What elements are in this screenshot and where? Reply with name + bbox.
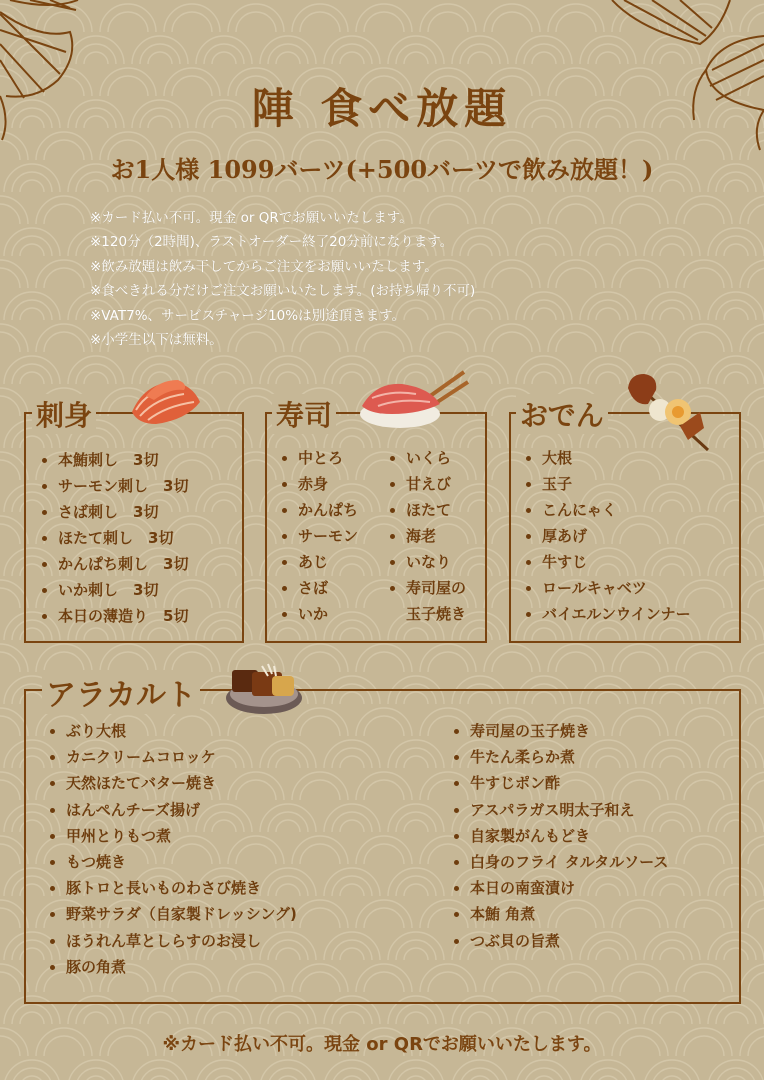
sushi-list-right bbox=[388, 445, 466, 601]
list-item: いくら bbox=[388, 445, 466, 471]
sashimi-list bbox=[40, 447, 188, 629]
list-item: 厚あげ bbox=[524, 523, 691, 549]
alacarte-title: アラカルト bbox=[42, 670, 200, 714]
list-item: ぶり大根 bbox=[48, 718, 297, 744]
list-item: サーモン bbox=[280, 523, 358, 549]
list-item: ほたて刺し 3切 bbox=[40, 525, 188, 551]
list-item: もつ焼き bbox=[48, 849, 297, 875]
list-item: いか刺し 3切 bbox=[40, 577, 188, 603]
list-item: かんぱち刺し 3切 bbox=[40, 551, 188, 577]
list-item: カニクリームコロッケ bbox=[48, 744, 297, 770]
footer-note: ※カード払い不可。現金 or QRでお願いいたします。 bbox=[162, 1034, 602, 1055]
list-item: さば bbox=[280, 575, 358, 601]
list-item: かんぱち bbox=[280, 497, 358, 523]
list-item: つぶ貝の旨煮 bbox=[452, 928, 668, 954]
list-item: こんにゃく bbox=[524, 497, 691, 523]
list-item: 自家製がんもどき bbox=[452, 823, 668, 849]
list-item: ロールキャベツ bbox=[524, 575, 691, 601]
list-item: 大根 bbox=[524, 445, 691, 471]
kakuni-dish-icon bbox=[222, 654, 306, 720]
list-item: 野菜サラダ（自家製ドレッシング) bbox=[48, 901, 297, 927]
list-item: ほたて bbox=[388, 497, 466, 523]
list-item: はんぺんチーズ揚げ bbox=[48, 797, 297, 823]
sushi-title: 寿司 bbox=[272, 394, 336, 434]
sushi-list-left bbox=[280, 445, 358, 627]
list-item: 赤身 bbox=[280, 471, 358, 497]
note-item: ※飲み放題は飲み干してからご注文をお願いいたします。 bbox=[90, 258, 438, 275]
list-item: さば刺し 3切 bbox=[40, 499, 188, 525]
note-item: ※カード払い不可。現金 or QRでお願いいたします。 bbox=[90, 210, 413, 226]
note-item: ※VAT7%、サービスチャージ10%は別途頂きます。 bbox=[90, 307, 406, 324]
oden-list bbox=[524, 445, 691, 627]
list-item: いか bbox=[280, 601, 358, 627]
list-item: 豚トロと長いものわさび焼き bbox=[48, 875, 297, 901]
tuna-nigiri-icon bbox=[356, 368, 472, 432]
alacarte-list-right bbox=[452, 718, 668, 954]
note-item: ※食べきれる分だけご注文お願いいたします。(お持ち帰り不可) bbox=[90, 283, 476, 300]
oden-title: おでん bbox=[516, 394, 608, 434]
sashimi-title: 刺身 bbox=[32, 394, 96, 434]
list-item: ほうれん草としらすのお浸し bbox=[48, 928, 297, 954]
list-item: いなり bbox=[388, 549, 466, 575]
list-item: 寿司屋の bbox=[388, 575, 466, 601]
list-item: 甲州とりもつ煮 bbox=[48, 823, 297, 849]
list-item: 本鮪刺し 3切 bbox=[40, 447, 188, 473]
oden-skewer-icon bbox=[622, 370, 714, 454]
list-item: 牛すじ bbox=[524, 549, 691, 575]
price-subtitle: お1人様 1099バーツ(+500バーツで飲み放題！) bbox=[110, 155, 654, 184]
list-item: 中とろ bbox=[280, 445, 358, 471]
list-item: 本鮪 角煮 bbox=[452, 901, 668, 927]
list-item: 豚の角煮 bbox=[48, 954, 297, 980]
list-item: アスパラガス明太子和え bbox=[452, 797, 668, 823]
page-title: 陣 食べ放題 bbox=[251, 84, 513, 133]
sushi-item-continuation: 玉子焼き bbox=[406, 605, 467, 623]
note-item: ※小学生以下は無料。 bbox=[90, 332, 223, 349]
list-item: 寿司屋の玉子焼き bbox=[452, 718, 668, 744]
list-item: 牛たん柔らか煮 bbox=[452, 744, 668, 770]
salmon-sashimi-icon bbox=[126, 376, 206, 432]
list-item: 本日の南蛮漬け bbox=[452, 875, 668, 901]
list-item: 天然ほたてバター焼き bbox=[48, 770, 297, 796]
note-item: ※120分（2時間)、ラストオーダー終了20分前になります。 bbox=[90, 234, 454, 251]
list-item: 甘えび bbox=[388, 471, 466, 497]
list-item: 本日の薄造り 5切 bbox=[40, 603, 188, 629]
notes-list bbox=[90, 206, 475, 352]
list-item: 玉子 bbox=[524, 471, 691, 497]
list-item: 海老 bbox=[388, 523, 466, 549]
list-item: 牛すじポン酢 bbox=[452, 770, 668, 796]
list-item: バイエルンウインナー bbox=[524, 601, 691, 627]
alacarte-list-left bbox=[48, 718, 297, 980]
list-item: あじ bbox=[280, 549, 358, 575]
list-item: サーモン刺し 3切 bbox=[40, 473, 188, 499]
list-item: 白身のフライ タルタルソース bbox=[452, 849, 668, 875]
